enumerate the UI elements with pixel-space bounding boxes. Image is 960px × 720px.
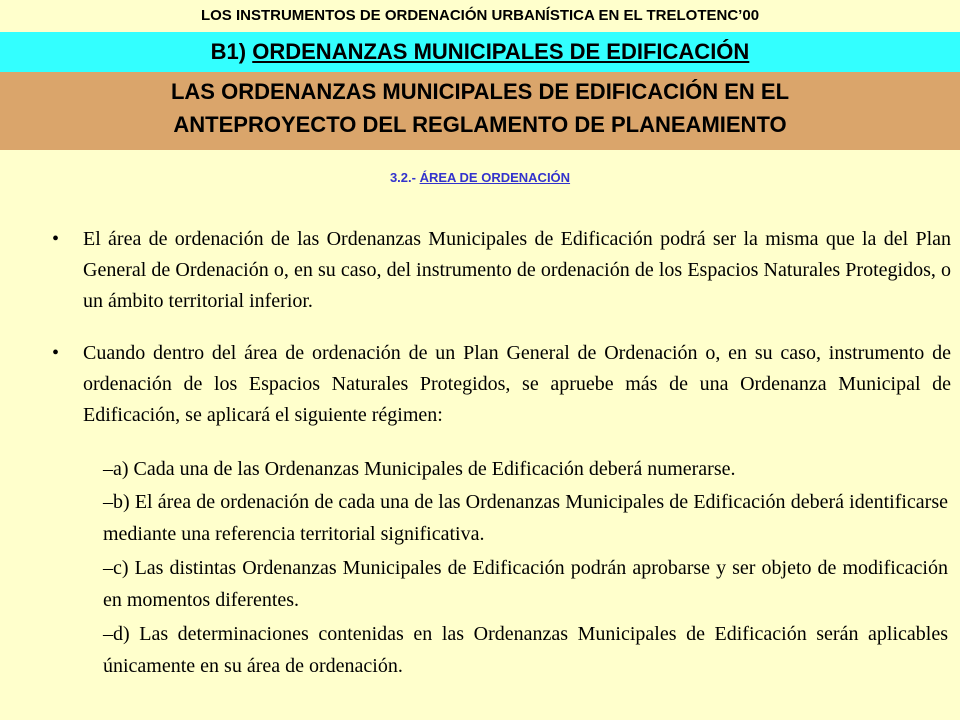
- section-band: [0, 32, 960, 72]
- section-title-link[interactable]: ÁREA DE ORDENACIÓN: [419, 170, 571, 185]
- subtitle-band: [0, 72, 960, 150]
- subtitle-line-1: LAS ORDENANZAS MUNICIPALES DE EDIFICACIÓN EN EL: [170, 79, 790, 104]
- subtitle-line-2: ANTEPROYECTO DEL REGLAMENTO DE PLANEAMIENTO: [173, 112, 787, 137]
- sub-item-c: –c) Las distintas Ordenanzas Municipales de Edificación podrán aprobarse y ser objeto de modificación en momentos diferentes.: [103, 557, 948, 611]
- bullet-paragraph-2: Cuando dentro del área de ordenación de un Plan General de Ordenación o, en su caso, instrumento de ordenación de los Espacios Naturales Protegidos, se apruebe más de una Ordenanza Municipal de Edificación, se aplicará el siguiente régimen:: [83, 342, 951, 426]
- bullet-paragraph-1: El área de ordenación de las Ordenanzas Municipales de Edificación podrá ser la misma que la del Plan General de Ordenación o, en su caso, del instrumento de ordenación de los Espacios Naturales Protegidos, o un ámbito territorial inferior.: [83, 228, 951, 312]
- bullet-symbol: •: [52, 228, 60, 250]
- section-heading: [0, 170, 960, 185]
- sub-item-b: –b) El área de ordenación de cada una de las Ordenanzas Municipales de Edificación deberá identificarse mediante una referencia territorial significativa.: [103, 491, 948, 545]
- document-header-title: LOS INSTRUMENTOS DE ORDENACIÓN URBANÍSTICA EN EL TRELOTENC’00: [0, 0, 960, 32]
- band-prefix: B1): [210, 39, 247, 64]
- band-title: ORDENANZAS MUNICIPALES DE EDIFICACIÓN: [252, 39, 750, 64]
- section-number: 3.2.-: [389, 170, 416, 185]
- bullet-symbol: •: [52, 342, 60, 364]
- sub-item-a: –a) Cada una de las Ordenanzas Municipales de Edificación deberá numerarse.: [103, 458, 736, 480]
- sub-item-d: –d) Las determinaciones contenidas en las Ordenanzas Municipales de Edificación serán aplicables únicamente en su área de ordenación.: [103, 623, 948, 677]
